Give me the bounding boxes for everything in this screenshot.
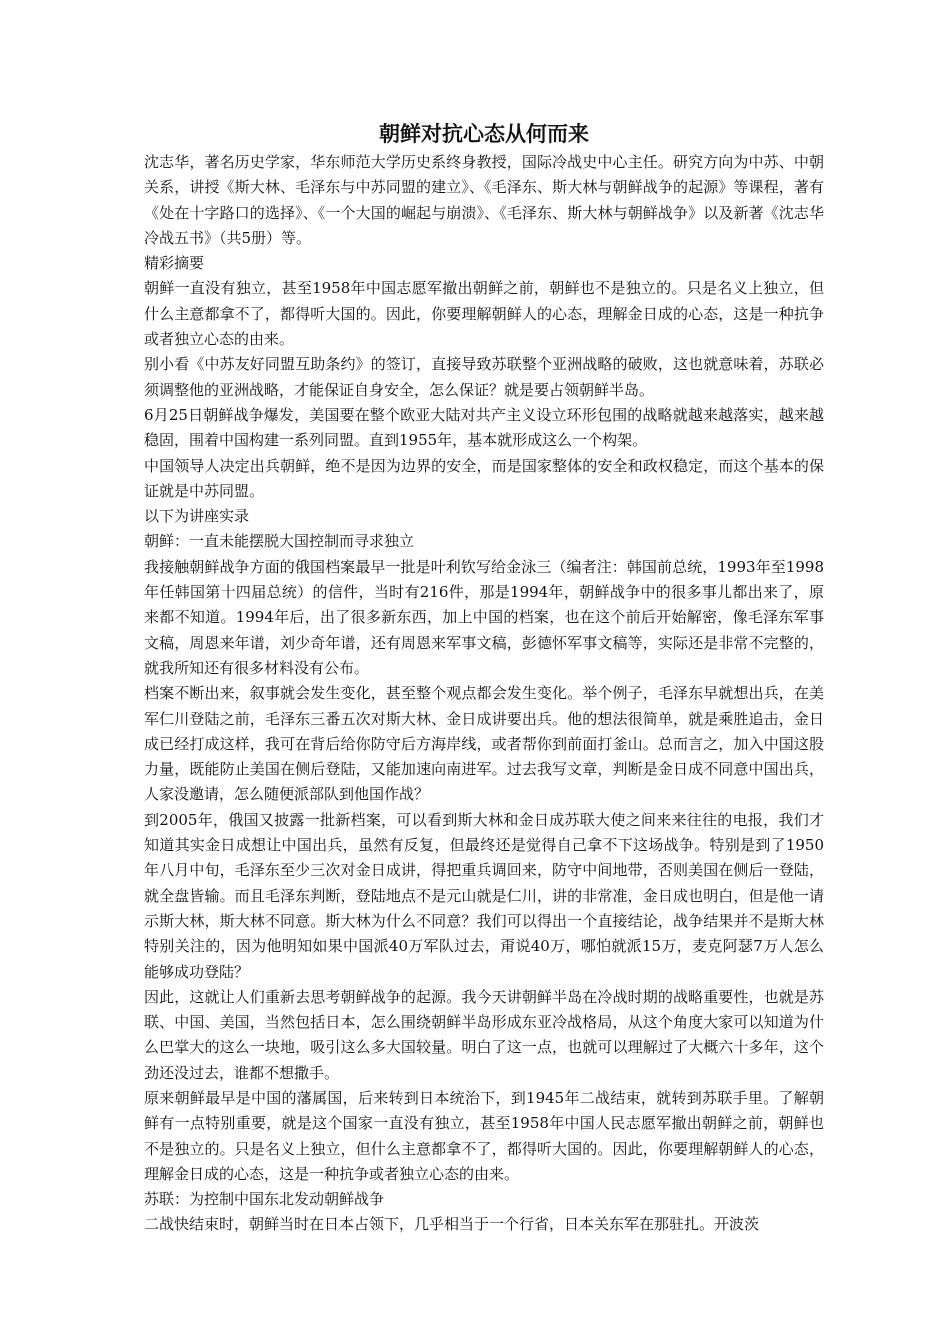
- body-paragraph: 因此，这就让人们重新去思考朝鲜战争的起源。我今天讲朝鲜半岛在冷战时期的战略重要性，也就是苏联、中国、美国，当然包括日本，怎么围绕朝鲜半岛形成东亚冷战格局，从这个角度大家可以知道为什么巴掌大的这么一块地，吸引这么多大国较量。明白了这一点，也就可以理解过了大概六十多年，这个劲还没过去，谁都不想撒手。: [144, 987, 824, 1082]
- subheading-korea: 朝鲜：一直未能摆脱大国控制而寻求独立: [144, 532, 415, 551]
- document-title: 朝鲜对抗心态从何而来: [379, 122, 589, 146]
- body-paragraph: 6月25日朝鲜战争爆发，美国要在整个欧亚大陆对共产主义设立环形包围的战略就越来越落实，越来越稳固，围着中国构建一系列同盟。直到1955年，基本就形成这么一个构架。: [144, 405, 824, 450]
- subheading-soviet-union: 苏联：为控制中国东北发动朝鲜战争: [144, 1190, 385, 1209]
- body-paragraph: 档案不断出来，叙事就会发生变化，甚至整个观点都会发生变化。举个例子，毛泽东早就想出兵，在美军仁川登陆之前，毛泽东三番五次对斯大林、金日成讲要出兵。他的想法很简单，就是乘胜追击，金日成已经打成这样，我可在背后给你防守后方海岸线，或者帮你到前面打釜山。总而言之，加入中国这股力量，既能防止美国在侧后登陆，又能加速向南进军。过去我写文章，判断是金日成不同意中国出兵，人家没邀请，怎么随便派部队到他国作战？: [144, 684, 824, 804]
- body-paragraph: 别小看《中苏友好同盟互助条约》的签订，直接导致苏联整个亚洲战略的破败，这也就意味着，苏联必须调整他的亚洲战略，才能保证自身安全，怎么保证？就是要占领朝鲜半岛。: [144, 355, 824, 399]
- section-heading-highlights: 精彩摘要: [144, 254, 205, 273]
- body-paragraph: 到2005年，俄国又披露一批新档案，可以看到斯大林和金日成苏联大使之间来来往往的电报，我们才知道其实金日成想让中国出兵，虽然有反复，但最终还是觉得自己拿不下这场战争。特别是到了1950年八月中旬，毛泽东至少三次对金日成讲，得把重兵调回来，防守中间地带，否则美国在侧后一登陆，就全盘皆输。而且毛泽东判断，登陆地点不是元山就是仁川，讲的非常准，金日成也明白，但是他一请示斯大林，斯大林不同意。斯大林为什么不同意？我们可以得出一个直接结论，战争结果并不是斯大林特别关注的，因为他明知如果中国派40万军队过去，甭说40万，哪怕就派15万，麦克阿瑟7万人怎么能够成功登陆？: [144, 810, 824, 981]
- body-paragraph: 中国领导人决定出兵朝鲜，绝不是因为边界的安全，而是国家整体的安全和政权稳定，而这个基本的保证就是中苏同盟。: [144, 456, 824, 500]
- section-heading-transcript: 以下为讲座实录: [144, 507, 250, 526]
- body-paragraph: 原来朝鲜最早是中国的藩属国，后来转到日本统治下，到1945年二战结束，就转到苏联手里。了解朝鲜有一点特别重要，就是这个国家一直没有独立，甚至1958年中国人民志愿军撤出朝鲜之前，朝鲜也不是独立的。只是名义上独立，但什么主意都拿不了，都得听大国的。因此，你要理解朝鲜人的心态，理解金日成的心态，这是一种抗争或者独立心态的由来。: [144, 1088, 824, 1183]
- body-paragraph: 二战快结束时，朝鲜当时在日本占领下，几乎相当于一个行省，日本关东军在那驻扎。开波茨: [144, 1215, 760, 1234]
- body-paragraph: 我接触朝鲜战争方面的俄国档案最早一批是叶利钦写给金泳三（编者注：韩国前总统，1993年至1998年任韩国第十四届总统）的信件，当时有216件，那是1994年，朝鲜战争中的很多事儿都出来了，原来都不知道。1994年后，出了很多新东西，加上中国的档案，也在这个前后开始解密，像毛泽东军事文稿，周恩来年谱，刘少奇年谱，还有周恩来军事文稿，彭德怀军事文稿等，实际还是非常不完整的，就我所知还有很多材料没有公布。: [144, 557, 824, 677]
- author-bio-paragraph: 沈志华，著名历史学家，华东师范大学历史系终身教授，国际冷战史中心主任。研究方向为中苏、中朝关系，讲授《斯大林、毛泽东与中苏同盟的建立》、《毛泽东、斯大林与朝鲜战争的起源》等课程，著有《处在十字路口的选择》、《一个大国的崛起与崩溃》、《毛泽东、斯大林与朝鲜战争》以及新著《沈志华冷战五书》（共5册）等。: [144, 153, 824, 247]
- body-paragraph: 朝鲜一直没有独立，甚至1958年中国志愿军撤出朝鲜之前，朝鲜也不是独立的。只是名义上独立，但什么主意都拿不了，都得听大国的。因此，你要理解朝鲜人的心态，理解金日成的心态，这是一种抗争或者独立心态的由来。: [144, 279, 824, 349]
- document-page: [144, 118, 824, 1238]
